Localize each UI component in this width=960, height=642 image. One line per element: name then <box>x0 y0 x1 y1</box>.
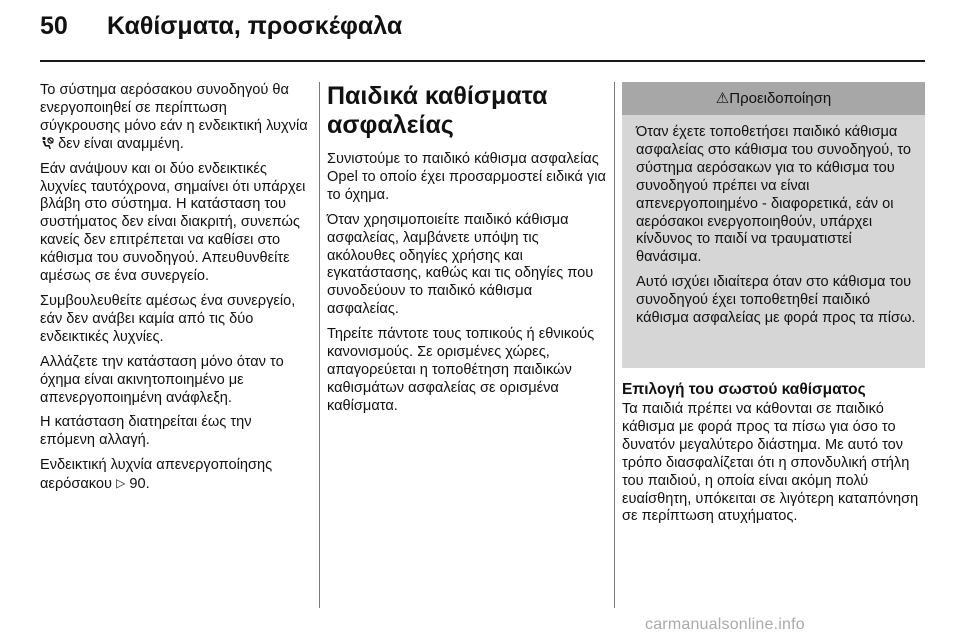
column-divider-1 <box>319 82 320 608</box>
page-number: 50 <box>40 12 68 40</box>
header-rule <box>40 60 925 62</box>
paragraph-deactivation-lamp: Ενδεικτική λυχνία απενεργοποίησης αερόσακου ▷ 90. <box>40 457 273 493</box>
column-left <box>40 82 310 501</box>
paragraph-change-state: Αλλάζετε την κατάσταση μόνο όταν το όχημα είναι ακινητοποιημένο με απενεργοποιημένη ανάφλεξη. <box>40 353 284 406</box>
warning-paragraph-2: Αυτό ισχύει ιδιαίτερα όταν στο κάθισμα του συνοδηγού έχει τοποθετηθεί παιδικό κάθισμα ασφαλείας με φορά προς τα πίσω. <box>636 274 916 327</box>
paragraph-no-lamp: Συμβουλευθείτε αμέσως ένα συνεργείο, εάν δεν ανάβει καμία από τις δύο ενδεικτικές λυχνίες. <box>40 292 296 345</box>
watermark: carmanualsonline.info <box>645 616 805 633</box>
warning-box <box>622 82 925 368</box>
section-heading-child-seats: Παιδικά καθίσματα ασφαλείας <box>327 82 548 139</box>
paragraph-recommend: Συνιστούμε το παιδικό κάθισμα ασφαλείας Opel το οποίο έχει προσαρμοστεί ειδικά για το όχημα. <box>327 151 606 203</box>
page-title: Καθίσματα, προσκέφαλα <box>107 12 403 40</box>
paragraph-both-lamps: Εάν ανάψουν και οι δύο ενδεικτικές λυχνίες ταυτόχρονα, σημαίνει ότι υπάρχει βλάβη στο σύστημα. Η κατάσταση του συστήματος δεν είναι διακριτή, συνεπώς κανείς δεν επιτρέπεται να καθίσει στο κάθισμα του συνοδηγού. Απευθυνθείτε αμέσως σε ένα συνεργείο. <box>40 160 306 285</box>
airbag-off-icon <box>40 136 54 150</box>
paragraph-instructions: Όταν χρησιμοποιείτε παιδικό κάθισμα ασφαλείας, λαμβάνετε υπόψη τις ακόλουθες οδηγίες χρήσης και εγκατάστασης, καθώς και τις οδηγίες που συνοδεύουν το παιδικό κάθισμα ασφαλείας. <box>327 211 594 318</box>
page-reference-link[interactable]: 90. <box>129 476 150 493</box>
warning-header <box>622 82 925 115</box>
paragraph-airbag-lamp: Το σύστημα αερόσακου συνοδηγού θα ενεργοποιηθεί σε περίπτωση σύγκρουσης μόνο εάν η ενδεικτική λυχνία δεν είναι αναμμένη. <box>40 82 308 152</box>
page-reference-icon: ▷ <box>116 476 126 491</box>
column-right-section <box>622 380 927 526</box>
page-header <box>0 0 960 64</box>
warning-title: Προειδοποίηση <box>729 90 832 107</box>
column-divider-2 <box>614 82 615 608</box>
warning-body <box>636 124 916 335</box>
column-middle <box>327 82 608 423</box>
warning-triangle-icon: ⚠ <box>715 90 730 107</box>
warning-paragraph-1: Όταν έχετε τοποθετήσει παιδικό κάθισμα ασφαλείας στο κάθισμα του συνοδηγού, το σύστημα αερόσακων για το κάθισμα του συνοδηγού πρέπει να είναι απενεργοποιημένο - διαφορετικά, εάν οι αερόσακοι ενεργοποιηθούν, υπάρχει κίνδυνος το παιδί να τραυματιστεί θανάσιμα. <box>636 124 912 266</box>
paragraph-rear-facing: Τα παιδιά πρέπει να κάθονται σε παιδικό κάθισμα με φορά προς τα πίσω για όσο το δυνατόν μεγαλύτερο διάστημα. Με αυτό τον τρόπο διασφαλίζεται ότι η σπονδυλική στήλη του παιδιού, η οποία είναι ακόμη πολύ ευαίσθητη, υπόκειται σε λιγότερη καταπόνηση σε περίπτωση ατυχήματος. <box>622 401 919 525</box>
paragraph-regulations: Τηρείτε πάντοτε τους τοπικούς ή εθνικούς κανονισμούς. Σε ορισμένες χώρες, απαγορεύεται η τοποθέτηση παιδικών καθισμάτων ασφαλείας σε ορισμένα καθίσματα. <box>327 326 595 414</box>
subheading-correct-seat: Επιλογή του σωστού καθίσματος <box>622 381 866 398</box>
paragraph-state-kept: Η κατάσταση διατηρείται έως την επόμενη αλλαγή. <box>40 414 252 449</box>
